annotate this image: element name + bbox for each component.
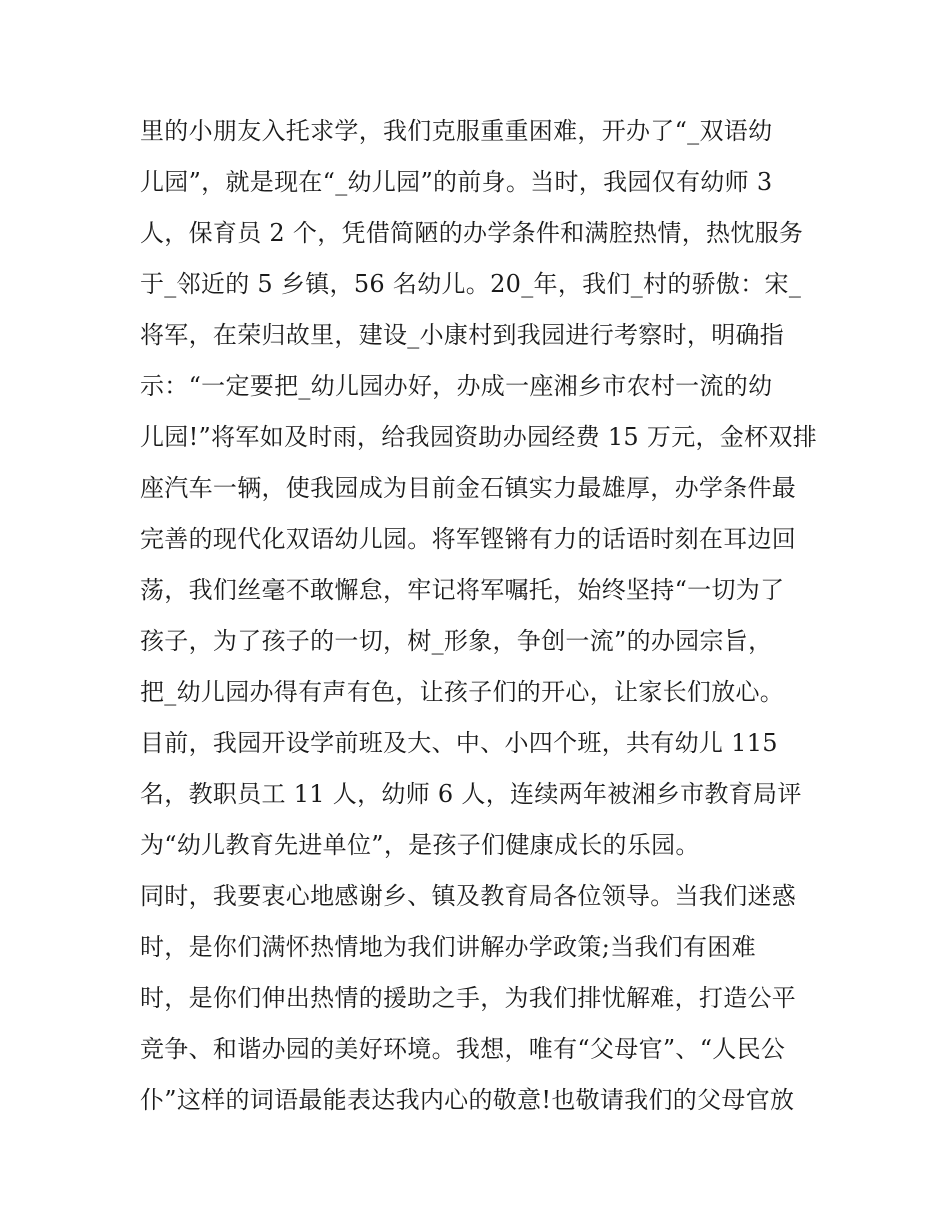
text-line: 把_幼儿园办得有声有色，让孩子们的开心，让家长们放心。 [140, 678, 785, 706]
body-text [140, 106, 840, 1126]
text-line: 孩子，为了孩子的一切，树_形象，争创一流”的办园宗旨， [140, 627, 773, 655]
text-line: 人，保育员 2 个，凭借简陋的办学条件和满腔热情，热忱服务 [140, 219, 804, 247]
text-line: 将军，在荣归故里，建设_小康村到我园进行考察时，明确指 [140, 321, 785, 349]
text-line: 示：“一定要把_幼儿园办好，办成一座湘乡市农村一流的幼 [140, 372, 773, 400]
text-line: 时，是你们伸出热情的援助之手，为我们排忧解难，打造公平 [140, 984, 797, 1012]
text-line: 目前，我园开设学前班及大、中、小四个班，共有幼儿 115 [140, 729, 778, 757]
text-line: 座汽车一辆，使我园成为目前金石镇实力最雄厚，办学条件最 [140, 474, 797, 502]
text-line: 竞争、和谐办园的美好环境。我想，唯有“父母官”、“人民公 [140, 1035, 786, 1063]
text-line: 同时，我要衷心地感谢乡、镇及教育局各位领导。当我们迷惑 [140, 882, 797, 910]
text-line: 于_邻近的 5 乡镇，56 名幼儿。20_年，我们_村的骄傲：宋_ [140, 270, 802, 298]
text-line: 完善的现代化双语幼儿园。将军铿锵有力的话语时刻在耳边回 [140, 525, 797, 553]
text-line: 名，教职员工 11 人，幼师 6 人，连续两年被湘乡市教育局评 [140, 780, 802, 808]
text-line: 时，是你们满怀热情地为我们讲解办学政策;当我们有困难 [140, 933, 756, 961]
text-line: 仆”这样的词语最能表达我内心的敬意!也敬请我们的父母官放 [140, 1086, 795, 1114]
text-line: 为“幼儿教育先进单位”，是孩子们健康成长的乐园。 [140, 831, 700, 859]
text-line: 儿园!”将军如及时雨，给我园资助办园经费 15 万元，金杯双排 [140, 423, 818, 451]
text-line: 儿园”，就是现在“_幼儿园”的前身。当时，我园仅有幼师 3 [140, 168, 773, 196]
text-line: 里的小朋友入托求学，我们克服重重困难，开办了“_双语幼 [140, 117, 773, 145]
text-line: 荡，我们丝毫不敢懈怠，牢记将军嘱托，始终坚持“一切为了 [140, 576, 785, 604]
